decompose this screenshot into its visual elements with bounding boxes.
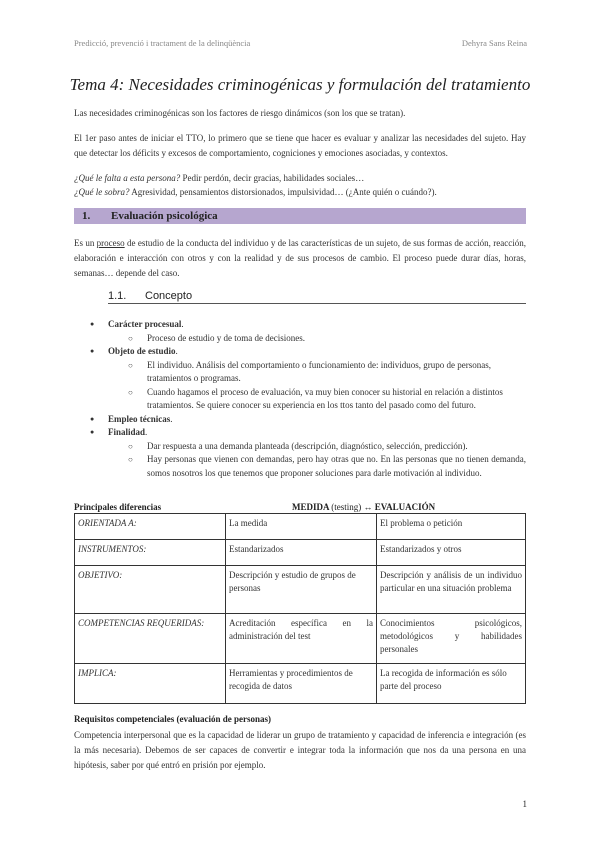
table-row [75,566,526,614]
question-excess-label: ¿Qué le sobra? [74,187,130,197]
evaluation-cell: El problema o petición [377,514,526,540]
bullet-rest: . [145,427,148,437]
row-header: INSTRUMENTOS: [75,540,226,566]
table-title-evaluation: EVALUACIÓN [374,502,436,512]
evaluation-cell: Estandarizados y otros [377,540,526,566]
question-missing [74,171,526,186]
question-missing-answer: Pedir perdón, decir gracias, habilidades sociales… [180,173,365,183]
table-caption: Principales diferencias [74,502,162,512]
subsection-heading-concept [108,289,526,304]
sub-bullet-item: ○ Proceso de estudio y de toma de decisiones. [90,332,526,346]
section-label: Evaluación psicológica [111,210,218,222]
bullet-label: Objeto de estudio [108,346,176,356]
running-header-right: Dehyra Sans Reina [461,38,527,48]
bullet-label: Finalidad [108,427,146,437]
table-row [75,540,526,566]
table-row [75,614,526,664]
bullet-item [90,426,526,440]
sub-bullet-item: ○ El individuo. Análisis del comportamiento o funcionamiento de: individuos, grupo de personas, tratamientos o programas. [90,359,526,386]
evaluation-cell: La recogida de información es sólo parte del proceso [377,664,526,704]
page-number: 1 [522,799,527,809]
bullet-rest: . [170,413,173,424]
table-row [75,514,526,540]
bullet-label: Empleo técnicas [108,413,171,424]
concept-bullet-list [90,318,526,480]
paragraph-first-step: El 1er paso antes de iniciar el TTO, lo primero que se tiene que hacer es evaluar y analizar las necesidades del sujeto. Hay que detectar los déficits y excesos de comportamiento, cogniciones y emociones asociadas, y contextos. [74,133,526,158]
bullet-item [90,318,526,332]
sub-bullet-item: ○ Hay personas que vienen con demandas, pero hay otras que no. En las personas que no tienen demanda, somos nosotros los que tenemos que proponer soluciones para darle motivación al individuo. [90,453,526,480]
row-header: OBJETIVO: [75,566,226,614]
row-header: COMPETENCIAS REQUERIDAS: [75,614,226,664]
section-number: 1. [82,210,91,222]
section-heading-evaluation [74,208,526,224]
question-excess-answer: Agresividad, pensamientos distorsionados, impulsividad… (¿Ante quién o cuándo?). [129,187,437,197]
requirements-text: Competencia interpersonal que es la capacidad de liderar un grupo de tratamiento y capacidad de inferencia e integración (es la más necesaria). Debemos de ser capaces de convertir e integrar toda la información que nos da una persona en una hipótesis, saber por qué entró en prisión por ejemplo. [74,730,526,770]
measure-cell: Acreditación específica en la administración del test [226,614,377,664]
differences-table [74,513,526,704]
subsection-label: Concepto [145,290,193,302]
bullet-label: Carácter procesual [108,319,182,329]
section-text-post: de estudio de la conducta del individuo y de las características de un sujeto, de sus formas de acción, reacción, elaboración e interacción con otros y con la realidad y de sus procesos de cambio. El proceso puede durar días, horas, semanas… depende del caso. [74,238,526,278]
intro-paragraph: Las necesidades criminogénicas son los factores de riesgo dinámicos (son los que se tratan). [74,108,406,118]
row-header: ORIENTADA A: [75,514,226,540]
measure-cell: Estandarizados [226,540,377,566]
row-header: IMPLICA: [75,664,226,704]
sub-bullet-item: ○ Dar respuesta a una demanda planteada (descripción, diagnóstico, selección, predicción). [90,440,526,454]
section-text-pre: Es un [74,238,97,248]
subsection-number: 1.1. [108,290,127,302]
evaluation-cell: Descripción y análisis de un individuo particular en una situación problema [377,566,526,614]
proceso-link: proceso [96,238,125,248]
table-title [292,502,435,512]
table-title-measure: MEDIDA [292,502,330,512]
page-title: Tema 4: Necesidades criminogénicas y formulación del tratamiento [69,75,531,94]
question-excess [74,185,526,200]
measure-cell: La medida [226,514,377,540]
running-header-left: Predicció, prevenció i tractament de la delinqüència [74,38,251,48]
table-title-note: (testing) [331,502,362,512]
double-arrow-icon: ↔ [363,502,373,512]
bullet-item [90,413,526,427]
bullet-item [90,345,526,359]
table-row [75,664,526,704]
question-missing-label: ¿Qué le falta a esta persona? [74,173,181,183]
sub-bullet-item: ○ Cuando hagamos el proceso de evaluación, va muy bien conocer su historial en relación a distintos tratamientos. Se quiere conocer su experiencia en los ttos tanto del pasado como del futuro. [90,386,526,413]
requirements-title: Requisitos competenciales (evaluación de personas) [74,714,271,724]
bullet-rest: . [175,346,178,356]
section-paragraph [74,236,526,281]
measure-cell: Herramientas y procedimientos de recogida de datos [226,664,377,704]
bullet-rest: . [181,319,184,329]
measure-cell: Descripción y estudio de grupos de personas [226,566,377,614]
evaluation-cell: Conocimientos psicológicos, metodológicos y habilidades personales [377,614,526,664]
